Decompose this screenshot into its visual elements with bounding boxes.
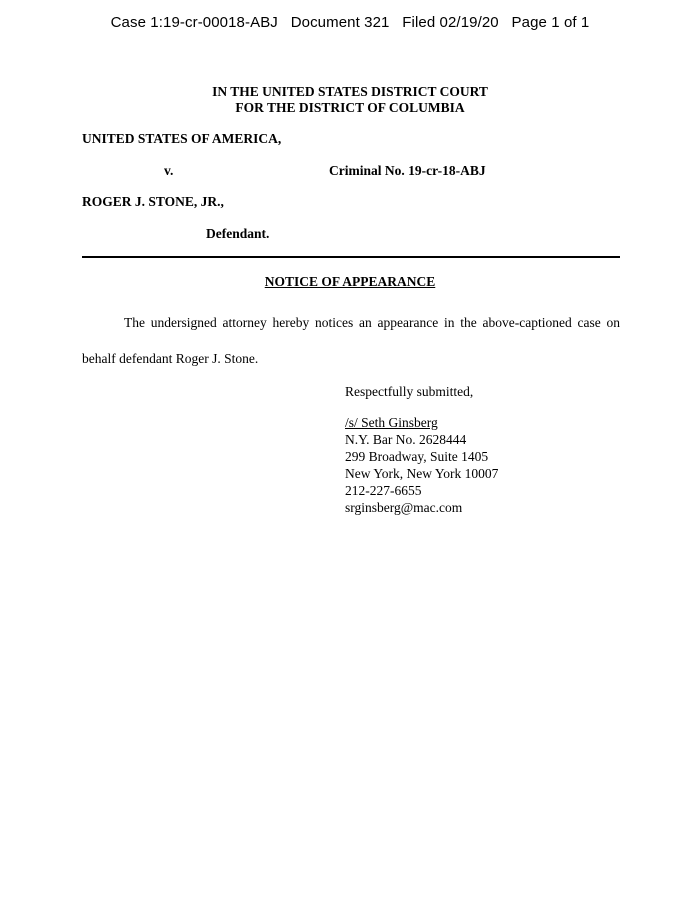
- signature-block: [345, 383, 498, 516]
- caption-versus: v.: [164, 163, 174, 178]
- caption-divider-rule: [82, 256, 620, 258]
- document-title: NOTICE OF APPEARANCE: [264, 274, 436, 289]
- signature-email: srginsberg@mac.com: [345, 500, 463, 515]
- caption-case-number: Criminal No. 19-cr-18-ABJ: [329, 163, 486, 178]
- body-paragraph-line-1: The undersigned attorney hereby notices an appearance in the above-captioned case on: [124, 315, 620, 330]
- body-paragraph-line-2: behalf defendant Roger J. Stone.: [82, 351, 259, 366]
- signature-bar-number: N.Y. Bar No. 2628444: [345, 432, 467, 447]
- court-name-line-2: FOR THE DISTRICT OF COLUMBIA: [235, 100, 465, 115]
- caption-plaintiff: UNITED STATES OF AMERICA,: [82, 131, 282, 146]
- caption-defendant-label: Defendant.: [206, 226, 270, 241]
- signature-address-line-1: 299 Broadway, Suite 1405: [345, 449, 489, 464]
- signature-closing: Respectfully submitted,: [345, 384, 474, 399]
- signature-address-line-2: New York, New York 10007: [345, 466, 499, 481]
- signature-name: /s/ Seth Ginsberg: [345, 415, 438, 430]
- court-name-line-1: IN THE UNITED STATES DISTRICT COURT: [212, 84, 488, 99]
- ecf-header-stamp: Case 1:19-cr-00018-ABJ Document 321 Filed 02/19/20 Page 1 of 1: [110, 14, 590, 31]
- signature-phone: 212-227-6655: [345, 483, 422, 498]
- body-paragraph: [82, 305, 620, 377]
- caption-defendant-name: ROGER J. STONE, JR.,: [82, 194, 224, 209]
